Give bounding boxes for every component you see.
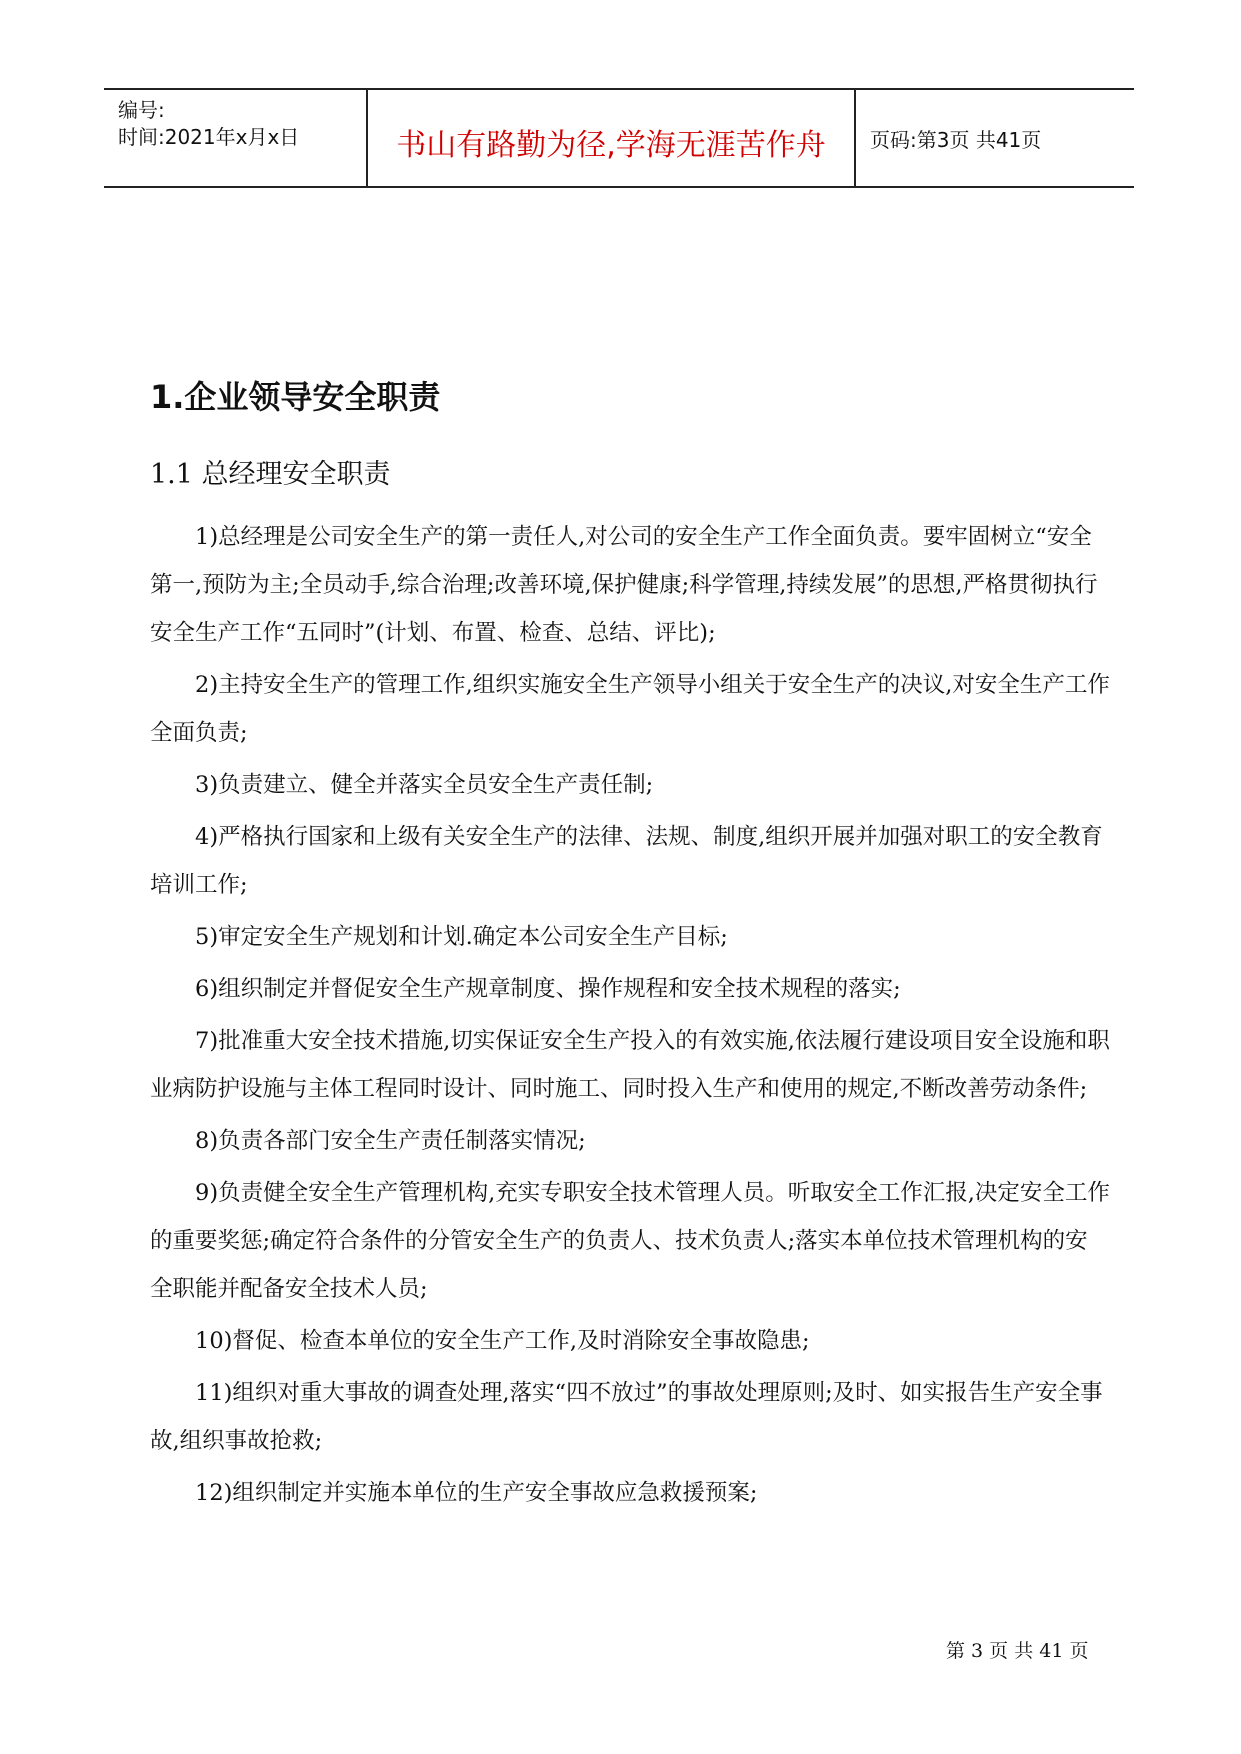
page-info: 页码:第3页 共41页	[870, 128, 1042, 152]
paragraph: 10)督促、检查本单位的安全生产工作,及时消除安全事故隐患;	[195, 1328, 810, 1354]
paragraph: 7)批准重大安全技术措施,切实保证安全生产投入的有效实施,依法履行建设项目安全设施和职业病防护设施与主体工程同时设计、同时施工、同时投入生产和使用的规定,不断改善劳动条件;	[150, 1028, 1110, 1102]
paragraph: 9)负责健全安全生产管理机构,充实专职安全技术管理人员。听取安全工作汇报,决定安全工作的重要奖惩;确定符合条件的分管安全生产的负责人、技术负责人;落实本单位技术管理机构的安全职能并配备安全技术人员;	[150, 1180, 1110, 1302]
paragraph: 2)主持安全生产的管理工作,组织实施安全生产领导小组关于安全生产的决议,对安全生产工作全面负责;	[150, 672, 1110, 746]
document-body	[150, 372, 1110, 1521]
section-heading: 1.企业领导安全职责	[150, 378, 441, 416]
paragraph: 8)负责各部门安全生产责任制落实情况;	[195, 1128, 586, 1154]
paragraph: 4)严格执行国家和上级有关安全生产的法律、法规、制度,组织开展并加强对职工的安全教育培训工作;	[150, 824, 1103, 898]
paragraph: 12)组织制定并实施本单位的生产安全事故应急救援预案;	[195, 1480, 758, 1506]
page-footer: 第 3 页 共 41 页	[946, 1640, 1089, 1662]
subsection-heading: 1.1 总经理安全职责	[150, 459, 391, 490]
page-header	[104, 88, 1134, 188]
header-motto-cell	[366, 90, 856, 186]
motto-text: 书山有路勤为径,学海无涯苦作舟	[396, 128, 826, 163]
paragraph: 11)组织对重大事故的调查处理,落实“四不放过”的事故处理原则;及时、如实报告生产安全事故,组织事故抢救;	[150, 1380, 1103, 1454]
paragraph: 3)负责建立、健全并落实全员安全生产责任制;	[195, 772, 654, 798]
time-label: 时间:2021年x月x日	[118, 125, 300, 149]
header-right-cell	[856, 90, 1134, 186]
number-label: 编号:	[118, 98, 165, 122]
paragraph: 6)组织制定并督促安全生产规章制度、操作规程和安全技术规程的落实;	[195, 976, 901, 1002]
header-left-cell	[104, 90, 366, 186]
paragraph: 1)总经理是公司安全生产的第一责任人,对公司的安全生产工作全面负责。要牢固树立“安全第一,预防为主;全员动手,综合治理;改善环境,保护健康;科学管理,持续发展”的思想,严格贯彻执行安全生产工作“五同时”(计划、布置、检查、总结、评比);	[150, 524, 1098, 646]
paragraph: 5)审定安全生产规划和计划.确定本公司安全生产目标;	[195, 924, 728, 950]
